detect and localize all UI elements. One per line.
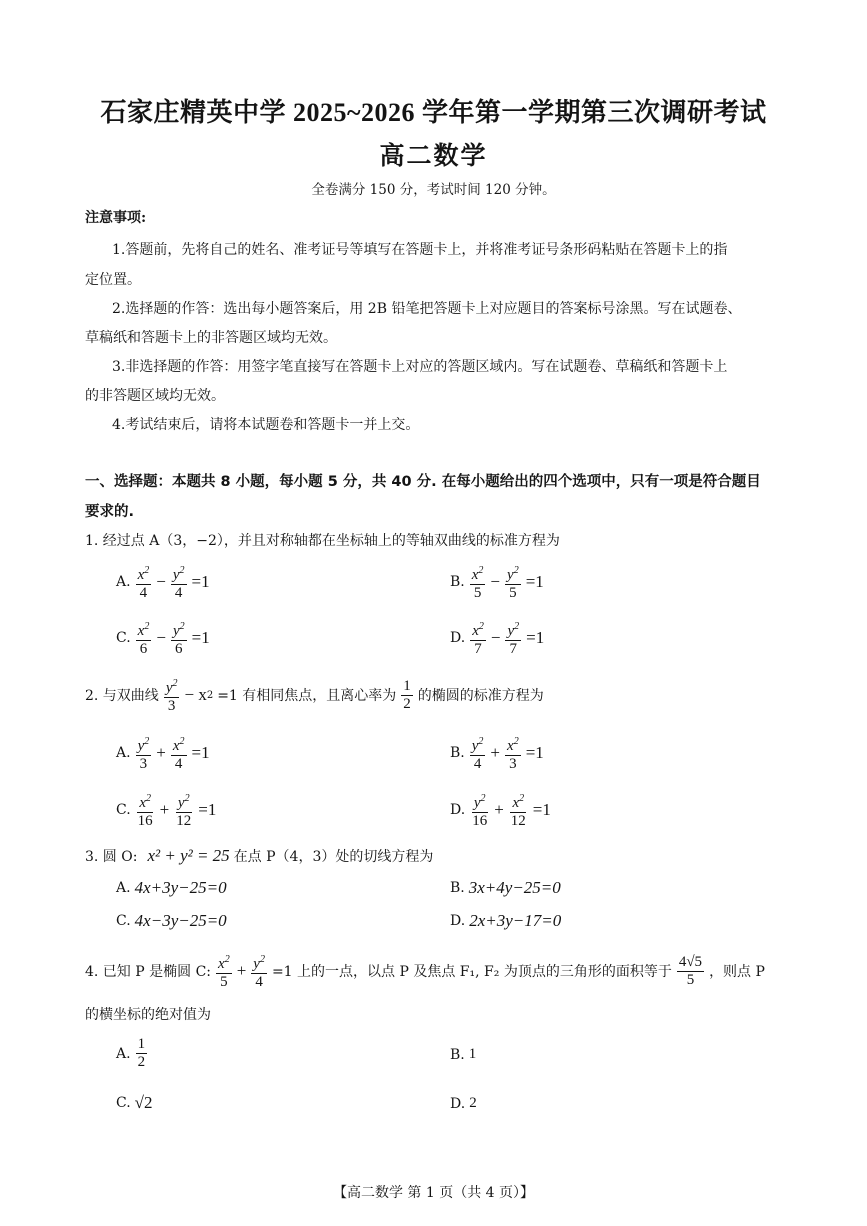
denominator: 16 bbox=[137, 813, 153, 829]
rhs: =1 bbox=[525, 572, 544, 591]
question-3-option-a[interactable] bbox=[116, 878, 227, 898]
rhs: =1 bbox=[198, 800, 217, 819]
note-3-line1: 3.非选择题的作答：用签字笔直接写在答题卡上对应的答题区域内。写在试题卷、草稿纸和答题卡上 bbox=[112, 359, 728, 375]
question-3-stem bbox=[85, 846, 433, 866]
note-2-line2: 草稿纸和答题卡上的非答题区域均无效。 bbox=[85, 330, 337, 346]
question-3-option-c[interactable] bbox=[116, 911, 227, 931]
question-3-option-d[interactable] bbox=[450, 911, 561, 931]
denominator: 7 bbox=[474, 641, 482, 657]
option-label: A. bbox=[116, 880, 131, 896]
denominator: 4 bbox=[139, 585, 148, 601]
note-1-line2: 定位置。 bbox=[85, 272, 141, 288]
option-label: C. bbox=[116, 1095, 131, 1111]
question-3-option-b[interactable] bbox=[450, 878, 561, 898]
section-1-heading-line2: 要求的. bbox=[85, 504, 135, 520]
option-text: 4x+3y−25=0 bbox=[134, 878, 227, 897]
denominator: 12 bbox=[176, 813, 192, 829]
denominator: 5 bbox=[473, 585, 482, 601]
question-4-stem-line2: 的横坐标的绝对值为 bbox=[85, 1007, 211, 1023]
subject-title: 高二数学 bbox=[379, 143, 488, 170]
denominator: 3 bbox=[139, 756, 148, 772]
question-2-option-d[interactable]: D. $\frac{y^2}{16}$ + $\frac{x^2}{12}$ =1 bbox=[450, 790, 551, 830]
note-2-line1: 2.选择题的作答：选出每小题答案后，用 2B 铅笔把答题卡上对应题目的答案标号涂黑。写在试题卷、 bbox=[112, 301, 742, 317]
numerator: 1 bbox=[137, 1036, 146, 1052]
rhs: =1 bbox=[525, 743, 544, 762]
question-4-option-a[interactable] bbox=[116, 1036, 148, 1071]
option-text: 2 bbox=[469, 1095, 477, 1111]
stem-part: 4. 已知 P 是椭圆 C: bbox=[85, 964, 212, 980]
question-2-option-c[interactable]: C. $\frac{x^2}{16}$ + $\frac{y^2}{12}$ =1 bbox=[116, 790, 216, 830]
denominator: 5 bbox=[686, 971, 695, 988]
option-label: A. bbox=[116, 745, 131, 761]
rhs: =1 bbox=[191, 743, 210, 762]
stem-part: =1 有相同焦点，且离心率为 bbox=[217, 688, 397, 704]
question-2-stem: 2. 与双曲线 $\frac{y^2}{3}$ − x 2 =1 有相同焦点，且离心率为 $\frac{1}{2}$ 的椭圆的标准方程为 bbox=[85, 675, 544, 715]
option-label: D. bbox=[450, 913, 466, 929]
option-text: 1 bbox=[468, 1046, 477, 1062]
circle-equation: x² + y² = 25 bbox=[147, 846, 230, 865]
denominator: 3 bbox=[509, 756, 517, 772]
question-1-option-d[interactable]: D. $\frac{x^2}{7}$ − $\frac{y^2}{7}$ =1 bbox=[450, 618, 544, 658]
option-text: 2x+3y−17=0 bbox=[469, 911, 562, 930]
option-label: B. bbox=[450, 745, 465, 761]
denominator: 4 bbox=[255, 974, 263, 990]
option-label: C. bbox=[116, 913, 131, 929]
question-1-option-a[interactable]: A. $\frac{x^2}{4}$ − $\frac{y^2}{4}$ =1 bbox=[116, 562, 210, 602]
stem-part: 3. 圆 O: bbox=[85, 849, 138, 865]
rhs: =1 bbox=[191, 572, 210, 591]
denominator: 5 bbox=[220, 974, 228, 990]
rhs: =1 bbox=[526, 628, 545, 647]
option-label: D. bbox=[450, 1095, 466, 1112]
rhs: =1 bbox=[191, 628, 210, 647]
question-4-option-c[interactable] bbox=[116, 1093, 153, 1113]
stem-part: =1 上的一点，以点 P 及焦点 F₁, F₂ 为顶点的三角形的面积等于 bbox=[271, 964, 672, 980]
numerator: 4√5 bbox=[678, 953, 703, 970]
note-1-line1: 1.答题前，先将自己的姓名、准考证号等填写在答题卡上，并将准考证号条形码粘贴在答题卡上的指 bbox=[112, 242, 728, 258]
exam-subtitle: 全卷满分 150 分，考试时间 120 分钟。 bbox=[311, 182, 556, 198]
stem-part: 的椭圆的标准方程为 bbox=[417, 688, 544, 704]
stem-part: 在点 P（4，3）处的切线方程为 bbox=[233, 849, 434, 865]
denominator: 2 bbox=[137, 1054, 146, 1070]
stem-part: − x bbox=[184, 685, 207, 704]
denominator: 5 bbox=[509, 585, 517, 601]
question-1-option-b[interactable]: B. $\frac{x^2}{5}$ − $\frac{y^2}{5}$ =1 bbox=[450, 562, 544, 602]
denominator: 16 bbox=[472, 813, 488, 829]
note-3-line2: 的非答题区域均无效。 bbox=[85, 388, 225, 404]
option-label: C. bbox=[116, 802, 131, 818]
option-label: A. bbox=[116, 574, 131, 590]
option-text: 3x+4y−25=0 bbox=[468, 878, 561, 897]
option-label: D. bbox=[450, 802, 466, 818]
rhs: =1 bbox=[532, 800, 551, 819]
denominator: 6 bbox=[139, 641, 148, 657]
question-2-option-b[interactable]: B. $\frac{y^2}{4}$ + $\frac{x^2}{3}$ =1 bbox=[450, 733, 544, 773]
stem-part: ，则点 P bbox=[709, 964, 765, 980]
option-label: C. bbox=[116, 630, 131, 646]
denominator: 4 bbox=[473, 756, 482, 772]
question-4-option-d[interactable] bbox=[450, 1095, 477, 1112]
question-1-stem: 1. 经过点 A（3，−2），并且对称轴都在坐标轴上的等轴双曲线的标准方程为 bbox=[85, 533, 560, 549]
denominator: 7 bbox=[509, 641, 518, 657]
denominator: 3 bbox=[167, 698, 176, 714]
section-1-heading-line1: 一、选择题：本题共 8 小题，每小题 5 分，共 40 分. 在每小题给出的四个选项中，只有一项是符合题目 bbox=[85, 474, 761, 490]
notes-heading: 注意事项: bbox=[85, 210, 147, 226]
denominator: 4 bbox=[174, 585, 183, 601]
question-2-option-a[interactable]: A. $\frac{y^2}{3}$ + $\frac{x^2}{4}$ =1 bbox=[116, 733, 210, 773]
stem-part: 2. 与双曲线 bbox=[85, 688, 159, 704]
page-footer: 【高二数学 第 1 页（共 4 页）】 bbox=[332, 1185, 535, 1201]
question-4-stem-line1: 4. 已知 P 是椭圆 C: $\frac{x^2}{5}$ + $\frac{y^2}{4}$ =1 上的一点，以点 P 及焦点 F₁, F₂ 为顶点的三角形的面积等于 $\frac{4√5}{5}$ ，则点 P bbox=[85, 951, 765, 991]
option-label: B. bbox=[450, 574, 465, 590]
denominator: 6 bbox=[175, 641, 183, 657]
question-1-option-c[interactable]: C. $\frac{x^2}{6}$ − $\frac{y^2}{6}$ =1 bbox=[116, 618, 210, 658]
option-label: A. bbox=[116, 1045, 131, 1062]
numerator: 1 bbox=[403, 677, 411, 694]
exam-title: 石家庄精英中学 2025~2026 学年第一学期第三次调研考试 bbox=[100, 98, 767, 127]
denominator: 2 bbox=[403, 695, 411, 712]
option-label: B. bbox=[450, 880, 465, 896]
option-text: 4x−3y−25=0 bbox=[134, 911, 227, 930]
option-label: D. bbox=[450, 630, 466, 646]
denominator: 12 bbox=[510, 813, 526, 829]
option-text: √2 bbox=[134, 1093, 153, 1112]
note-4-line1: 4.考试结束后，请将本试题卷和答题卡一并上交。 bbox=[112, 417, 420, 433]
denominator: 4 bbox=[174, 756, 183, 772]
question-4-option-b[interactable] bbox=[450, 1046, 476, 1063]
option-label: B. bbox=[450, 1046, 465, 1063]
